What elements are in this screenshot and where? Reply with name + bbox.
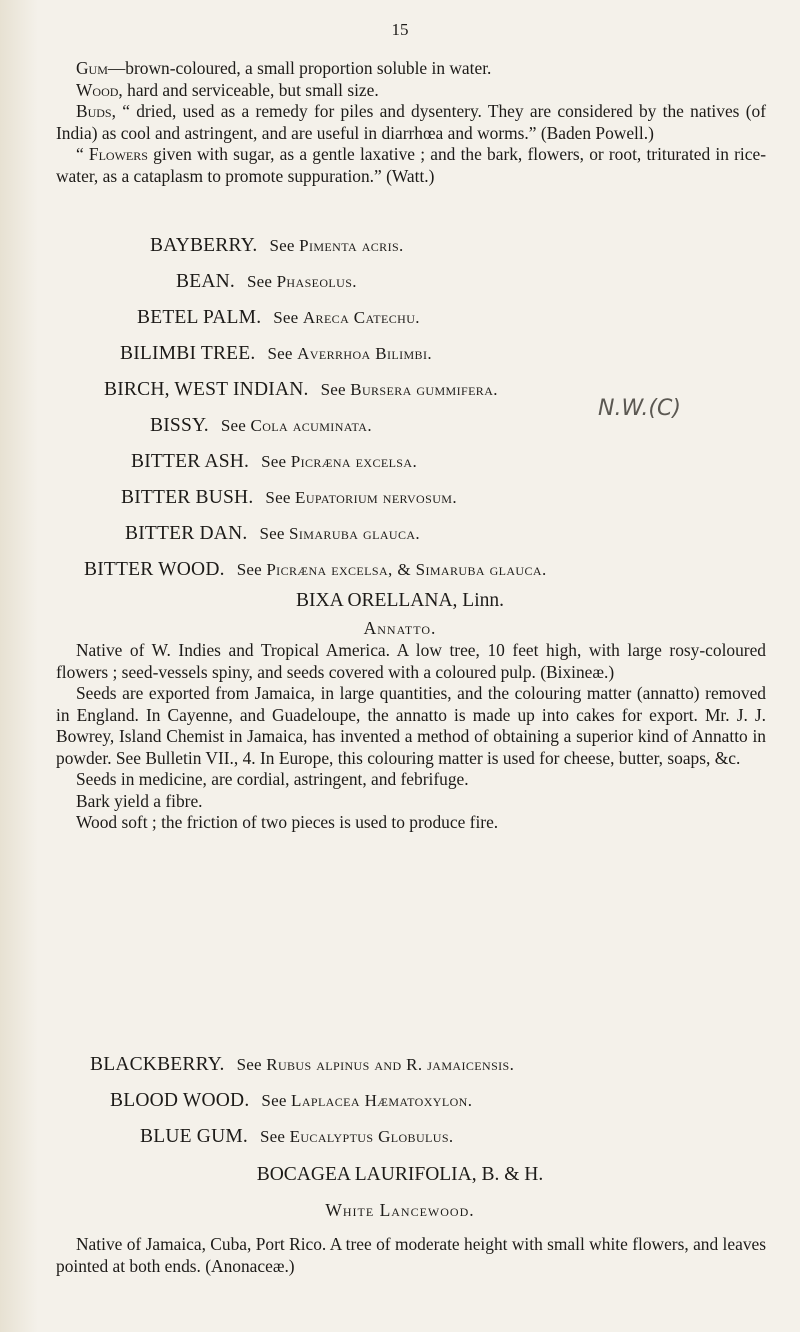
entry-blood-wood (110, 1090, 472, 1112)
see-word: See (236, 560, 262, 579)
entry-birch-west-indian (104, 379, 498, 401)
entry-ref: Phaseolus. (276, 272, 357, 291)
see-word: See (259, 1127, 286, 1146)
entry-name: BAYBERRY. (150, 235, 258, 256)
entry-blackberry (90, 1054, 514, 1076)
see-word: See (220, 416, 246, 435)
buds-text: , “ dried, used as a remedy for piles and dysentery. They are considered by the natives (of India) as cool and astringent, and are useful in diarrhœa and worms.” (Baden Powell.) (56, 101, 766, 143)
entry-ref: Bursera gummifera. (350, 380, 498, 399)
bixa-wood-paragraph: Wood soft ; the friction of two pieces is used to produce fire. (76, 812, 499, 832)
wood-paragraph (56, 80, 766, 102)
entry-name: BILIMBI TREE. (120, 343, 256, 364)
entry-see (273, 308, 420, 327)
entry-see (237, 560, 547, 579)
page-edge-stain (0, 0, 38, 1332)
entry-ref: Eupatorium nervosum. (295, 488, 457, 507)
see-word: See (273, 308, 299, 327)
bixa-bark-paragraph: Bark yield a fibre. (76, 790, 203, 811)
entry-blue-gum (140, 1126, 454, 1148)
term-buds: Buds (76, 101, 112, 121)
top-block (56, 58, 766, 187)
term-flowers: “ Flowers (76, 144, 148, 164)
entry-see (221, 416, 372, 435)
bocagea-description (56, 1234, 766, 1277)
entry-name: BIRCH, WEST INDIAN. (104, 379, 309, 400)
bixa-heading: BIXA ORELLANA, Linn. (296, 590, 504, 611)
handwritten-annotation: N.W.(C) (598, 396, 681, 421)
entry-ref: Simaruba glauca. (289, 524, 421, 543)
entry-bitter-wood (84, 559, 547, 581)
entry-ref: Picræna excelsa. (290, 452, 418, 471)
entry-ref: Rubus alpinus and R. jamaicensis. (266, 1055, 515, 1074)
see-word: See (269, 236, 295, 255)
entry-bissy (150, 415, 372, 437)
entry-bitter-ash (131, 451, 417, 473)
entry-see (261, 1091, 472, 1110)
entry-see (321, 380, 498, 399)
bixa-description (56, 640, 766, 834)
entry-name: BLOOD WOOD. (110, 1090, 250, 1111)
see-word: See (265, 488, 291, 507)
gum-paragraph (56, 58, 766, 80)
bocagea-common-name: White Lancewood. (325, 1200, 475, 1220)
gum-text: —brown-coloured, a small proportion soluble in water. (107, 58, 492, 78)
bixa-native-paragraph: Native of W. Indies and Tropical America. A low tree, 10 feet high, with large rosy-coloured flowers ; seed-vessels spiny, and seeds covered with a coloured pulp. (Bixineæ.) (56, 640, 766, 682)
bocagea-heading: BOCAGEA LAURIFOLIA, B. & H. (256, 1164, 544, 1185)
page-number: 15 (391, 20, 409, 39)
bocagea-paragraph: Native of Jamaica, Cuba, Port Rico. A tree of moderate height with small white flowers, and leaves pointed at both ends. (Anonaceæ.) (56, 1234, 766, 1276)
entry-see (265, 488, 457, 507)
entry-ref: Laplacea Hæmatoxylon. (291, 1091, 473, 1110)
see-word: See (259, 524, 285, 543)
entry-ref: Areca Catechu. (302, 308, 420, 327)
entry-bilimbi-tree (120, 343, 432, 365)
entry-name: BISSY. (150, 415, 209, 436)
entry-ref: Averrhoa Bilimbi. (297, 344, 433, 363)
bixa-medicine-paragraph: Seeds in medicine, are cordial, astringent, and febrifuge. (76, 769, 469, 789)
entry-see (259, 524, 420, 543)
entry-name: BITTER DAN. (125, 523, 248, 544)
entry-see (267, 344, 432, 363)
buds-paragraph (56, 101, 766, 144)
bixa-seeds-paragraph: Seeds are exported from Jamaica, in large quantities, and the colouring matter (annatto) removed in England. In Cayenne, and Guadeloupe, the annatto is made up into cakes for export. Mr. J. J. Bowrey, Island Chemist in Jamaica, has invented a method of obtaining a superior kind of Annatto in powder. See Bulletin VII., 4. In Europe, this colouring matter is used for cheese, butter, soaps, &c. (56, 683, 766, 768)
entry-betel-palm (137, 307, 420, 329)
entry-name: BLACKBERRY. (90, 1054, 225, 1075)
entry-name: BITTER WOOD. (84, 559, 225, 580)
see-word: See (261, 452, 287, 471)
entry-name: BLUE GUM. (140, 1126, 248, 1147)
see-word: See (246, 272, 273, 291)
entry-bean (176, 271, 357, 293)
entry-bitter-bush (121, 487, 457, 509)
entry-see (260, 1127, 454, 1146)
entry-ref: Eucalyptus Globulus. (289, 1127, 454, 1146)
see-word: See (236, 1055, 262, 1074)
entry-name: BEAN. (176, 271, 235, 292)
term-wood: Wood (76, 79, 119, 100)
entry-see (261, 452, 417, 471)
entry-see (237, 1055, 515, 1074)
see-word: See (320, 380, 346, 399)
entry-ref: Picræna excelsa, & Simaruba glauca. (266, 560, 547, 579)
see-word: See (261, 1091, 287, 1110)
entry-see (269, 236, 403, 255)
see-word: See (267, 344, 293, 363)
wood-text: , hard and serviceable, but small size. (118, 79, 379, 100)
entry-ref: Cola acuminata. (250, 416, 372, 435)
entry-bayberry (150, 235, 404, 257)
entry-name: BITTER BUSH. (121, 487, 254, 508)
entry-name: BETEL PALM. (137, 307, 262, 328)
entry-bitter-dan (125, 523, 420, 545)
term-gum: Gum (76, 58, 108, 78)
entry-see (247, 272, 357, 291)
flowers-text: given with sugar, as a gentle laxative ; and the bark, flowers, or root, triturated in rice-water, as a cataplasm to promote suppuration.” (Watt.) (56, 144, 766, 186)
entry-name: BITTER ASH. (131, 451, 250, 472)
flowers-paragraph (56, 144, 766, 187)
entry-ref: Pimenta acris. (299, 236, 404, 255)
bixa-common-name: Annatto. (363, 618, 437, 638)
